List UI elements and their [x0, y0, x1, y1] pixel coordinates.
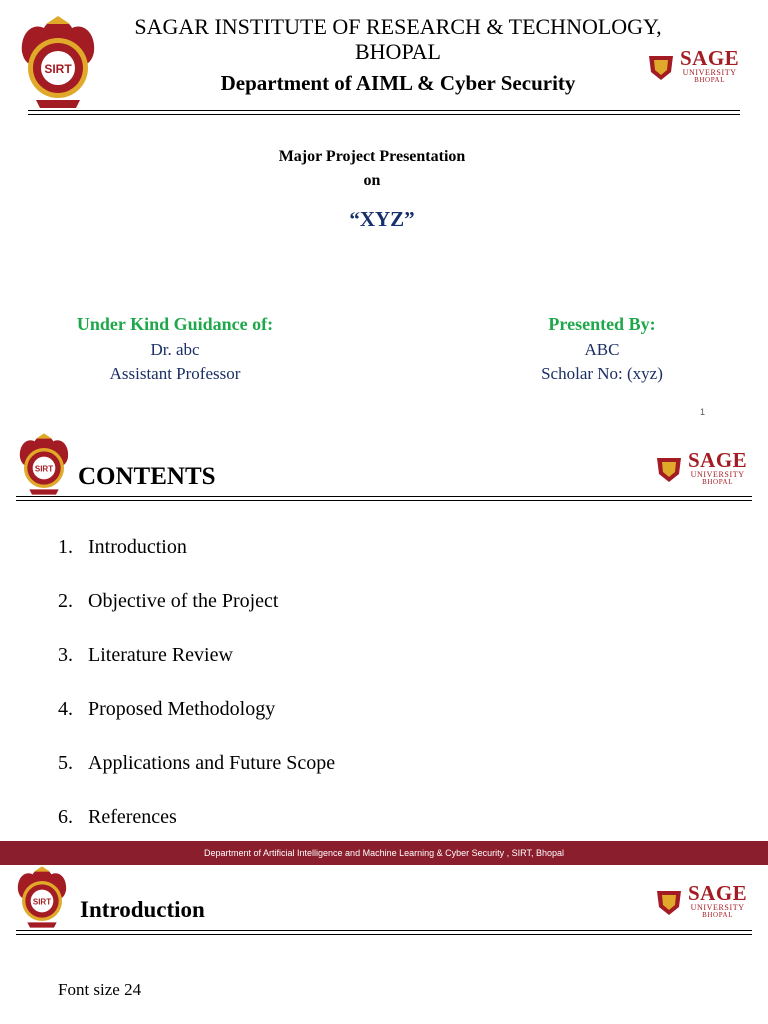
list-item	[58, 695, 335, 749]
presentation-heading	[160, 145, 584, 193]
introduction-title: Introduction	[80, 897, 205, 922]
list-item-text: Objective of the Project	[88, 590, 279, 612]
slide-number: 1	[700, 407, 706, 417]
sirt-logo-text: SIRT	[44, 62, 72, 76]
introduction-body: Font size 24	[58, 980, 142, 999]
sirt-logo	[16, 14, 100, 110]
sage-logo	[645, 48, 739, 84]
list-item-number: 5.	[58, 752, 73, 774]
list-item	[58, 749, 335, 803]
sage-word: SAGE	[680, 46, 740, 70]
contents-rule-bottom	[16, 500, 752, 501]
institute-name-line2: BHOPAL	[355, 39, 441, 64]
presentation-on: on	[363, 172, 381, 189]
header-rule-bottom	[28, 114, 740, 115]
list-item-text: References	[88, 806, 177, 828]
institute-name-line1: SAGAR INSTITUTE OF RESEARCH & TECHNOLOGY,	[134, 14, 662, 39]
sage-logo-3	[653, 883, 747, 919]
list-item	[58, 641, 335, 695]
scholar-number: Scholar No: (xyz)	[541, 364, 663, 383]
list-item	[58, 533, 335, 587]
sage-word: SAGE	[688, 448, 748, 472]
sage-emblem-icon	[653, 885, 685, 917]
sage-city: BHOPAL	[694, 76, 726, 84]
list-item	[58, 587, 335, 641]
list-item-text: Proposed Methodology	[88, 698, 276, 720]
contents-list	[58, 533, 335, 857]
sage-logo-2	[653, 450, 747, 486]
sirt-logo-small-2	[14, 865, 70, 934]
sage-university: UNIVERSITY	[682, 68, 737, 77]
sirt-logo-text-3: SIRT	[32, 897, 52, 907]
sage-emblem-icon	[645, 50, 677, 82]
list-item-text: Introduction	[88, 536, 187, 558]
list-item-number: 4.	[58, 698, 73, 720]
presentation-type: Major Project Presentation	[278, 148, 466, 165]
sage-city: BHOPAL	[702, 911, 734, 919]
presenter-name: ABC	[584, 340, 620, 359]
sage-word: SAGE	[688, 881, 748, 905]
list-item-number: 6.	[58, 806, 73, 828]
guide-designation: Assistant Professor	[109, 364, 241, 383]
list-item-number: 2.	[58, 590, 73, 612]
sage-university: UNIVERSITY	[690, 470, 745, 479]
header-rule-top	[28, 110, 740, 111]
guide-info	[40, 338, 310, 386]
sage-university: UNIVERSITY	[690, 903, 745, 912]
contents-title: CONTENTS	[78, 463, 216, 490]
sirt-logo-small	[16, 432, 72, 501]
list-item-text: Applications and Future Scope	[88, 752, 336, 774]
sage-emblem-icon	[653, 452, 685, 484]
guidance-heading: Under Kind Guidance of:	[76, 314, 274, 334]
list-item-number: 3.	[58, 644, 73, 666]
presenter-info	[487, 338, 717, 386]
project-title: “XYZ”	[349, 207, 415, 231]
sage-city: BHOPAL	[702, 478, 734, 486]
list-item-text: Literature Review	[88, 644, 233, 666]
institute-name	[100, 14, 696, 64]
sirt-logo-text-2: SIRT	[34, 464, 54, 474]
intro-rule-bottom	[16, 934, 752, 935]
presented-heading: Presented By:	[548, 314, 656, 334]
intro-rule-top	[16, 930, 752, 931]
contents-rule-top	[16, 496, 752, 497]
department-name: Department of AIML & Cyber Security	[220, 71, 576, 95]
footer-band: Department of Artificial Intelligence and Machine Learning & Cyber Security , SIRT, Bhopal	[0, 841, 768, 865]
guide-name: Dr. abc	[150, 340, 200, 359]
list-item-number: 1.	[58, 536, 73, 558]
